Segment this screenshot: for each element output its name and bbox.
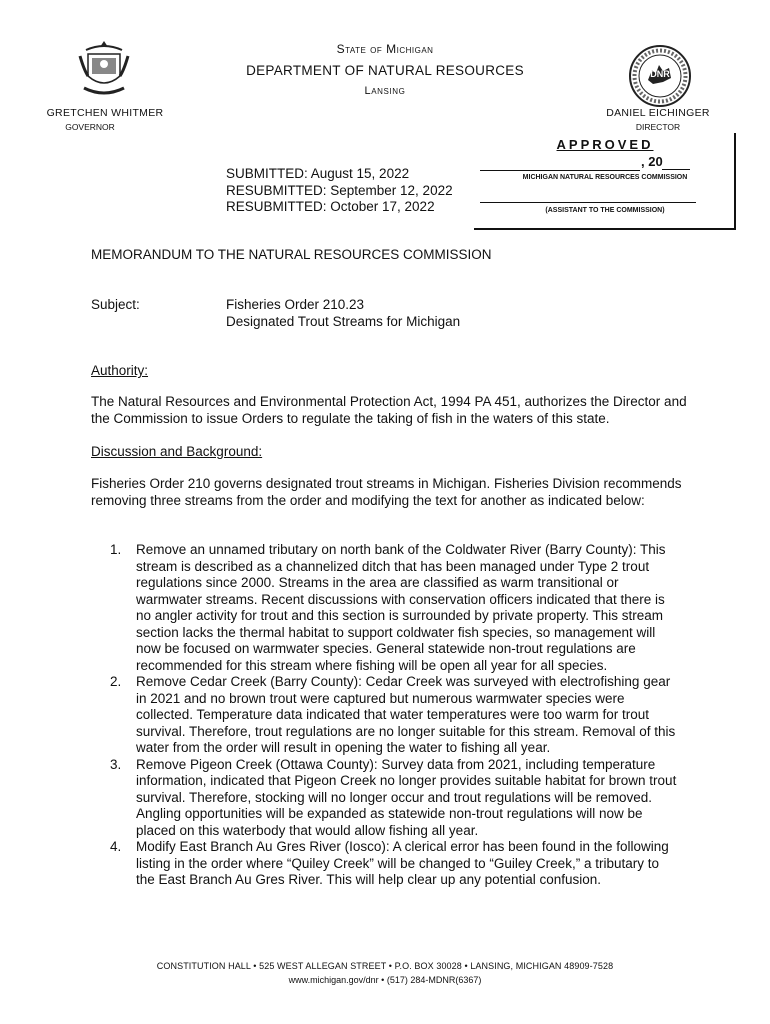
authority-text: The Natural Resources and Environmental Protection Act, 1994 PA 451, authorizes the Director and the Commission to issue Orders to regulate the taking of fish in the waters of this state. (91, 394, 687, 426)
list-item-text: Remove Cedar Creek (Barry County): Cedar Creek was surveyed with electrofishing gear in 2021 and no brown trout were captured but numerous warmwater species were collected. Temperature data indicated that water temperatures were too warm for trout survival. Therefore, trout regulations are no longer suitable for this stream. Removal of this water from the order will result in opening the water to fishing all year. (136, 674, 676, 755)
footer-website-phone: www.michigan.gov/dnr • (517) 284-MDNR(6367) (288, 975, 482, 985)
approval-date-line[interactable] (480, 154, 640, 171)
state-name: State of Michigan (336, 42, 434, 56)
department-name: DEPARTMENT OF NATURAL RESOURCES (246, 63, 524, 78)
director-title: DIRECTOR (635, 122, 681, 132)
submitted-date: SUBMITTED: August 15, 2022 (226, 166, 410, 181)
recommendation-list (110, 542, 680, 889)
governor-title: GOVERNOR (65, 122, 115, 132)
approval-year-prefix: , 20 (641, 154, 663, 169)
list-item (110, 674, 680, 757)
discussion-text: Fisheries Order 210 governs designated trout streams in Michigan. Fisheries Division recommends removing three streams from the order and modifying the text for another as indicated below: (91, 476, 682, 508)
memo-title: MEMORANDUM TO THE NATURAL RESOURCES COMMISSION (91, 247, 492, 262)
list-item-number: 4. (110, 839, 122, 854)
assistant-signature-line[interactable] (480, 187, 696, 203)
dnr-seal-icon (628, 44, 692, 108)
director-name: DANIEL EICHINGER (606, 107, 710, 119)
list-item-text: Modify East Branch Au Gres River (Iosco): A clerical error has been found in the following listing in the order where “Quiley Creek” will be changed to “Guiley Creek,” a tributary to the East Branch Au Gres River. This will help clear up any potential confusion. (136, 839, 669, 887)
submission-dates (226, 166, 453, 216)
discussion-heading: Discussion and Background: (91, 444, 263, 459)
list-item-text: Remove an unnamed tributary on north bank of the Coldwater River (Barry County): This stream is described as a channelized ditch that has been managed under Type 2 trout regulations since 2000. Streams in the area are classified as warm transitional or warmwater streams. Recent discussions with conservation officers indicated that there is no angler activity for trout and this section is surrounded by private property. This stream section lacks the thermal habitat to support coldwater fish species, so management will now be focused on warmwater species. General statewide non-trout regulations are recommended for this stream where fishing will be open all year for all species. (136, 542, 666, 673)
assistant-label: (ASSISTANT TO THE COMMISSION) (545, 207, 665, 214)
list-item (110, 757, 680, 840)
svg-text:DNR: DNR (650, 69, 670, 79)
commission-label: MICHIGAN NATURAL RESOURCES COMMISSION (522, 174, 688, 181)
list-item-text: Remove Pigeon Creek (Ottawa County): Survey data from 2021, including temperature information, indicated that Pigeon Creek no longer provides suitable habitat for brown trout survival. Therefore, stocking will no longer occur and trout regulations will be removed. Angling opportunities will be expanded as statewide non-trout regulations will now be placed on this waterbody that would allow fishing all year. (136, 756, 677, 838)
subject-label: Subject: (91, 297, 140, 312)
list-item (110, 839, 680, 889)
footer-address: CONSTITUTION HALL • 525 WEST ALLEGAN STREET • P.O. BOX 30028 • LANSING, MICHIGAN 48909-7528 (156, 961, 614, 971)
approval-year-line[interactable] (662, 169, 690, 170)
list-item-number: 3. (110, 756, 122, 772)
resubmitted-date-1: RESUBMITTED: September 12, 2022 (226, 182, 453, 198)
list-item-number: 1. (110, 542, 122, 557)
approved-heading: APPROVED (556, 137, 654, 152)
list-item-number: 2. (110, 674, 122, 689)
resubmitted-date-2: RESUBMITTED: October 17, 2022 (226, 199, 435, 214)
list-item (110, 542, 680, 674)
subject-line-2: Designated Trout Streams for Michigan (226, 313, 461, 329)
authority-heading: Authority: (91, 363, 149, 378)
governor-name: GRETCHEN WHITMER (46, 107, 164, 119)
city-name: Lansing (364, 85, 406, 97)
subject-value (226, 297, 460, 330)
subject-line-1: Fisheries Order 210.23 (226, 297, 365, 312)
